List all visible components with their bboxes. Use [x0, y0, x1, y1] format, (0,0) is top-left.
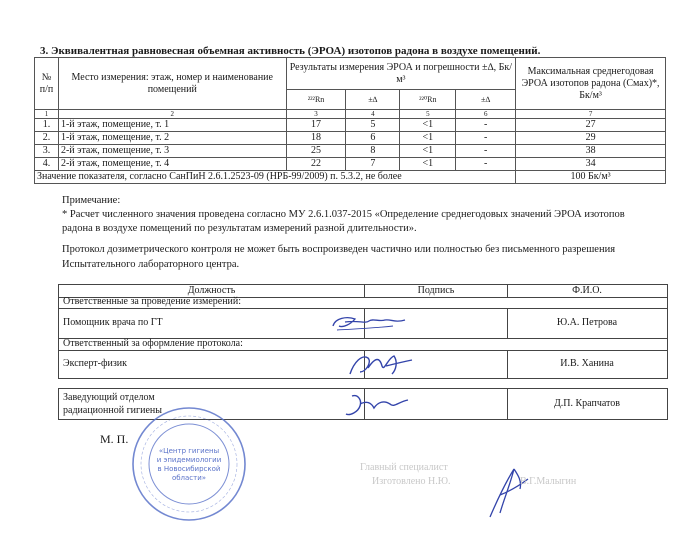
- signature-3-image: [338, 386, 418, 420]
- table-row: [35, 132, 666, 145]
- row-delta-2: -: [456, 145, 516, 158]
- resp-protocol-label: Ответственный за оформление протокола:: [63, 338, 243, 349]
- row-max: 29: [516, 132, 666, 145]
- limit-label: Значение показателя, согласно СанПиН 2.6.1.2523-09 (НРБ-99/2009) п. 5.3.2, не более: [35, 171, 516, 184]
- row-place: 2-й этаж, помещение, т. 4: [58, 158, 286, 171]
- col-number: 1: [35, 110, 59, 119]
- row-rn220: <1: [400, 145, 456, 158]
- signature-4-image: [470, 455, 540, 525]
- table-row: [35, 119, 666, 132]
- row-max: 27: [516, 119, 666, 132]
- row-rn222: 22: [286, 158, 346, 171]
- header-delta-2: ±∆: [456, 90, 516, 110]
- row-place: 2-й этаж, помещение, т. 3: [58, 145, 286, 158]
- row-rn222: 17: [286, 119, 346, 132]
- stamp-text-2: и эпидемиологии: [156, 456, 222, 464]
- table-row: [35, 158, 666, 171]
- protocol-note-line-1: Протокол дозиметрического контроля не может быть воспроизведен частично или полностью без письменного разрешения: [62, 244, 616, 255]
- row-rn222: 25: [286, 145, 346, 158]
- row-rn222: 18: [286, 132, 346, 145]
- row-num: 2.: [35, 132, 59, 145]
- header-results: Результаты измерения ЭРОА и погрешности ±∆, Бк/м³: [286, 58, 516, 90]
- row2-name: И.В. Ханина: [560, 358, 614, 369]
- radon-measurements-table: [34, 57, 666, 184]
- row-num: 4.: [35, 158, 59, 171]
- limit-value: 100 Бк/м³: [516, 171, 666, 184]
- col-number: 6: [456, 110, 516, 119]
- row-rn220: <1: [400, 158, 456, 171]
- note-line-1: * Расчет численного значения проведена согласно МУ 2.6.1.037-2015 «Определение среднегодовых значений ЭРОА изотопов: [62, 209, 625, 220]
- row-delta-2: -: [456, 119, 516, 132]
- col-number: 5: [400, 110, 456, 119]
- row-delta-2: -: [456, 158, 516, 171]
- organization-stamp: [130, 405, 248, 523]
- row1-position: Помощник врача по ГТ: [63, 317, 163, 328]
- row-delta-1: 5: [346, 119, 400, 132]
- row-rn220: <1: [400, 132, 456, 145]
- row3-name: Д.П. Крапчатов: [553, 398, 621, 409]
- section-title: 3. Эквивалентная равновесная объемная активность (ЭРОА) изотопов радона в воздухе помещений.: [40, 45, 541, 57]
- stamp-text-4: области»: [171, 474, 207, 482]
- col-position: Должность: [187, 285, 236, 296]
- table-row: [35, 145, 666, 158]
- note-label: Примечание:: [62, 195, 121, 206]
- header-rn222: ²²²Rn: [286, 90, 346, 110]
- row-delta-2: -: [456, 132, 516, 145]
- row-delta-1: 7: [346, 158, 400, 171]
- col-signature: Подпись: [417, 285, 455, 296]
- col-name: Ф.И.О.: [572, 285, 602, 296]
- row-max: 38: [516, 145, 666, 158]
- row-delta-1: 8: [346, 145, 400, 158]
- note-line-2: радона в воздухе помещений по результатам измерений разной длительности».: [62, 223, 417, 234]
- row2-position: Эксперт-физик: [63, 358, 127, 369]
- stamp-text-3: в Новосибирской: [157, 465, 221, 473]
- row-delta-1: 6: [346, 132, 400, 145]
- row-max: 34: [516, 158, 666, 171]
- header-rn220: ²²⁰Rn: [400, 90, 456, 110]
- col-number: 3: [286, 110, 346, 119]
- faded-text-1: Главный специалист: [360, 462, 448, 473]
- row-place: 1-й этаж, помещение, т. 2: [58, 132, 286, 145]
- header-place: Место измерения: этаж, номер и наименование помещений: [58, 58, 286, 110]
- header-max: Максимальная среднегодовая ЭРОА изотопов радона (Смах)*, Бк/м³: [516, 58, 666, 110]
- stamp-text-1: «Центр гигиены: [158, 447, 220, 455]
- row3-position-line-1: Заведующий отделом: [63, 392, 155, 403]
- row1-name: Ю.А. Петрова: [556, 317, 618, 328]
- col-number: 7: [516, 110, 666, 119]
- faded-text-2: Изготовлено Н.Ю.: [372, 476, 451, 487]
- row-num: 1.: [35, 119, 59, 132]
- signature-2-image: [340, 348, 420, 384]
- resp-measure-label: Ответственные за проведение измерений:: [63, 296, 242, 307]
- row-place: 1-й этаж, помещение, т. 1: [58, 119, 286, 132]
- faded-text-3: В.Г.Малыгин: [520, 476, 577, 487]
- signature-1-image: [325, 310, 415, 338]
- row-num: 3.: [35, 145, 59, 158]
- header-delta-1: ±∆: [346, 90, 400, 110]
- mp-label: М. П.: [100, 432, 129, 446]
- protocol-note-line-2: Испытательного лабораторного центра.: [62, 259, 240, 270]
- row-rn220: <1: [400, 119, 456, 132]
- header-num: № п/п: [35, 58, 59, 110]
- col-number: 2: [58, 110, 286, 119]
- col-number: 4: [346, 110, 400, 119]
- row3-position-line-2: радиационной гигиены: [63, 405, 162, 416]
